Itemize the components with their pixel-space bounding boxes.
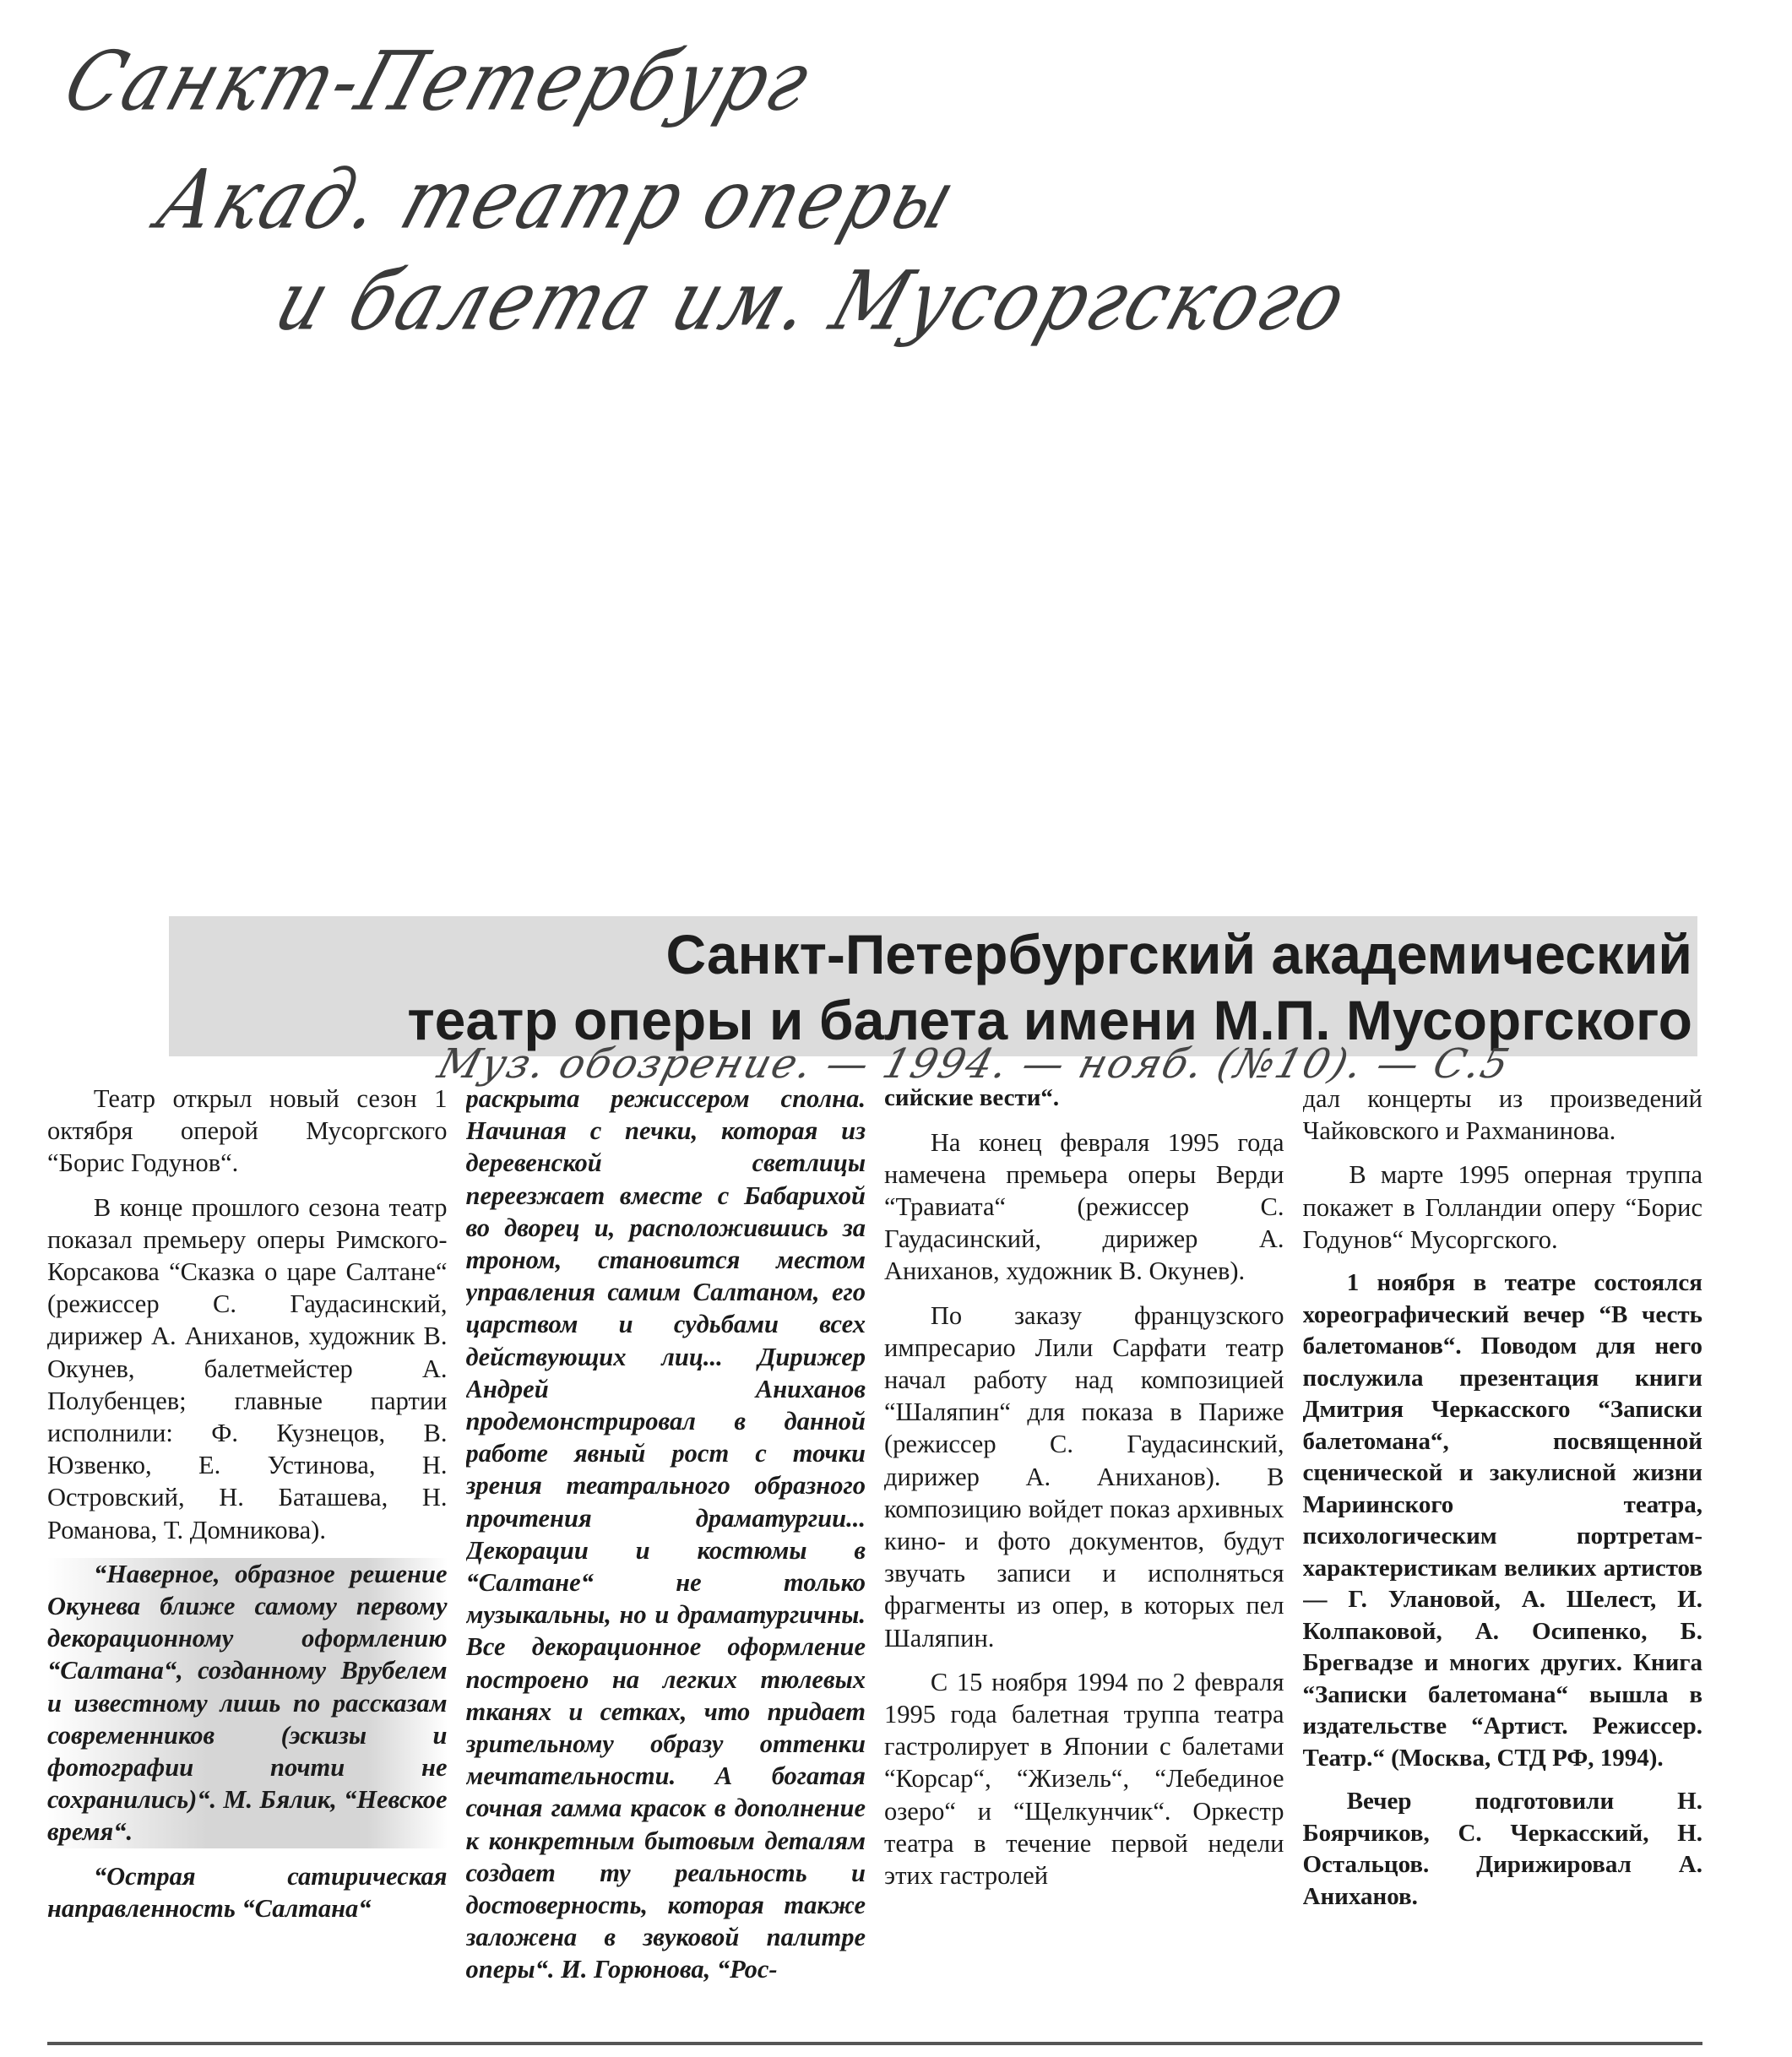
handwritten-line-3: и балета им. Мусоргского xyxy=(264,253,1360,349)
quote-paragraph: “Наверное, образное решение Окунева ближе самому первому декорационному оформлению “Салтана“, созданному Врубелем и известному лишь по рассказам современников (эскизы и фотографии почти не сохранились)“. М. Бялик, “Невское время“. xyxy=(47,1558,448,1848)
paragraph: На конец февраля 1995 года намечена премьера оперы Верди “Травиата“ (режиссер С. Гаудасинский, дирижер А. Аниханов, художник В. Окунев). xyxy=(884,1127,1284,1286)
paragraph: В конце прошлого сезона театр показал премьеру оперы Римского-Корсакова “Сказка о царе Салтане“ (режиссер С. Гаудасинский, дирижер А. Аниханов, художник В. Окунев, балетмейстер А. Полубенцев; главные партии исполнили: Ф. Кузнецов, В. Юзвенко, Е. Устинова, Н. Островский, Н. Баташева, Н. Романова, Т. Домникова). xyxy=(47,1192,448,1544)
article-body xyxy=(47,1083,1702,2038)
handwritten-line-2: Акад. театр оперы xyxy=(146,152,969,247)
bottom-divider xyxy=(47,2042,1702,2045)
article-column-4 xyxy=(1303,1083,1703,2038)
headline-line-1: Санкт-Петербургский академический xyxy=(665,923,1692,985)
article-column-2 xyxy=(466,1083,866,2038)
paragraph: В марте 1995 оперная труппа покажет в Голландии оперу “Борис Годунов“ Мусоргского. xyxy=(1302,1160,1702,1254)
headline-line-2: театр оперы и балета имени М.П. Мусоргского xyxy=(407,989,1692,1051)
paragraph: По заказу французского импресарио Лили Сарфати театр начал работу над композицией “Шаляпин“ для показа в Париже (режиссер С. Гаудасинский, дирижер А. Аниханов). В композицию войдет показ архивных кино- и фото документов, будут звучать записи и исполняться фрагменты из опер, в которых пел Шаляпин. xyxy=(884,1300,1284,1653)
article-column-3 xyxy=(884,1083,1284,2038)
article-column-1 xyxy=(47,1083,448,2038)
handwritten-line-1: Санкт-Петербург xyxy=(53,34,824,129)
handwritten-annotation xyxy=(17,0,1419,372)
paragraph: сийские вести“. xyxy=(884,1084,1060,1111)
article-headline xyxy=(169,916,1697,1056)
paragraph: Театр открыл новый сезон 1 октября оперой Мусоргского “Борис Годунов“. xyxy=(47,1084,448,1178)
handwritten-source-note: Муз. обозрение. — 1994. — нояб. (№10). — С.5 xyxy=(432,1040,1516,1088)
quote-paragraph: “Острая сатирическая направленность “Салтана“ xyxy=(47,1861,448,1923)
paragraph: С 15 ноября 1994 по 2 февраля 1995 года балетная труппа театра гастролирует в Японии с балетами “Корсар“, “Жизель“, “Лебединое озеро“ и “Щелкунчик“. Оркестр театра в течение первой недели этих гастролей xyxy=(884,1667,1284,1890)
paragraph: 1 ноября в театре состоялся хореографический вечер “В честь балетоманов“. Поводом для него послужила презентация книги Дмитрия Черкасского “Записки балетомана“, посвященной сценической и закулисной жизни Мариинского театра, психологическим портретам-характеристикам великих артистов — Г. Улановой, А. Шелест, И. Колпаковой, А. Осипенко, Б. Брегвадзе и многих других. Книга “Записки балетомана“ вышла в издательстве “Артист. Режиссер. Театр.“ (Москва, СТД РФ, 1994). xyxy=(1302,1269,1702,1772)
paragraph: дал концерты из произведений Чайковского и Рахманинова. xyxy=(1302,1084,1702,1146)
quote-paragraph: раскрыта режиссером сполна. Начиная с печки, которая из деревенской светлицы переезжает вместе с Бабарихой во дворец и, расположившись за троном, становится местом управления самим Салтаном, его царством и судьбами всех действующих лиц... Дирижер Андрей Аниханов продемонстрировал в данной работе явный рост с точки зрения театрального образного прочтения драматургии... Декорации и костюмы в “Салтане“ не только музыкальны, но и драматургичны. Все декорационное оформление построено на легких тюлевых тканях и сетках, что придает зрительному образу оттенки мечтательности. А богатая сочная гамма красок в дополнение к конкретным бытовым деталям создает ту реальность и достоверность, которая также заложена в звуковой палитре оперы“. И. Горюнова, “Рос- xyxy=(465,1084,866,1984)
paragraph: Вечер подготовили Н. Боярчиков, С. Черкасский, Н. Остальцов. Дирижировал А. Аниханов. xyxy=(1302,1788,1702,1910)
